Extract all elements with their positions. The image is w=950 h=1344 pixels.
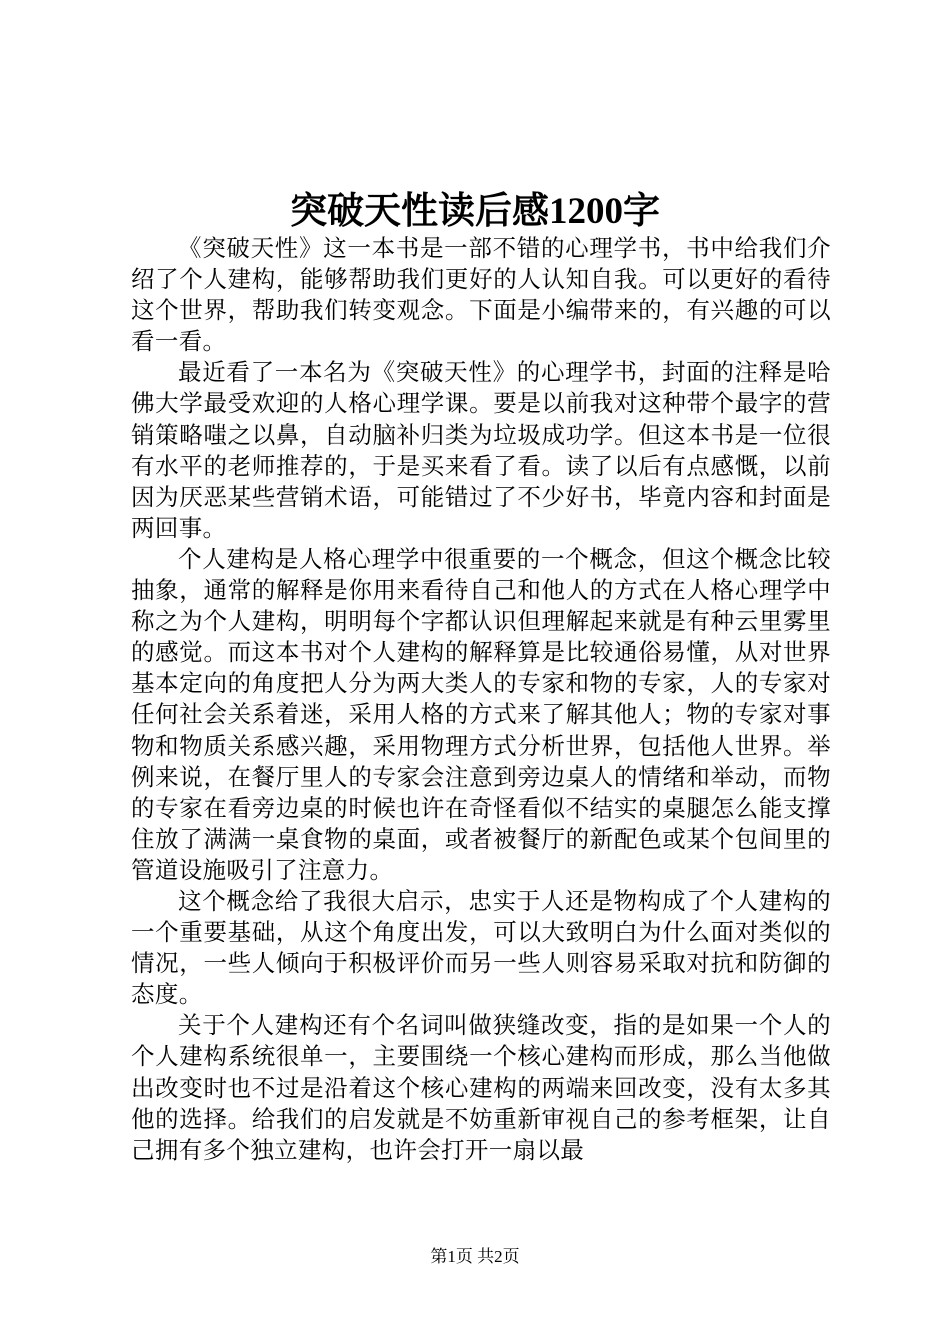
paragraph-1: 《突破天性》这一本书是一部不错的心理学书，书中给我们介绍了个人建构，能够帮助我们更好的人认知自我。可以更好的看待这个世界，帮助我们转变观念。下面是小编带来的，有兴趣的可以看一看。 [131, 234, 831, 356]
paragraph-2: 最近看了一本名为《突破天性》的心理学书，封面的注释是哈佛大学最受欢迎的人格心理学课。要是以前我对这种带个最字的营销策略嗤之以鼻，自动脑补归类为垃圾成功学。但这本书是一位很有水平的老师推荐的，于是买来看了看。读了以后有点感慨，以前因为厌恶某些营销术语，可能错过了不少好书，毕竟内容和封面是两回事。 [131, 358, 831, 542]
paragraph-4: 这个概念给了我很大启示，忠实于人还是物构成了个人建构的一个重要基础，从这个角度出发，可以大致明白为什么面对类似的情况，一些人倾向于积极评价而另一些人则容易采取对抗和防御的态度。 [131, 886, 831, 1009]
page-title: 突破天性读后感1200字 [290, 191, 660, 232]
document-body [131, 233, 831, 1166]
paragraph-3: 个人建构是人格心理学中很重要的一个概念，但这个概念比较抽象，通常的解释是你用来看待自己和他人的方式在人格心理学中称之为个人建构，明明每个字都认识但理解起来就是有种云里雾里的感觉。而这本书对个人建构的解释算是比较通俗易懂，从对世界基本定向的角度把人分为两大类人的专家和物的专家，人的专家对任何社会关系着迷，采用人格的方式来了解其他人；物的专家对事物和物质关系感兴趣，采用物理方式分析世界，包括他人世界。举例来说，在餐厅里人的专家会注意到旁边桌人的情绪和举动，而物的专家在看旁边桌的时候也许在奇怪看似不结实的桌腿怎么能支撑住放了满满一桌食物的桌面，或者被餐厅的新配色或某个包间里的管道设施吸引了注意力。 [131, 544, 831, 884]
paragraph-5: 关于个人建构还有个名词叫做狭缝改变，指的是如果一个人的个人建构系统很单一，主要围绕一个核心建构而形成，那么当他做出改变时也不过是沿着这个核心建构的两端来回改变，没有太多其他的选择。给我们的启发就是不妨重新审视自己的参考框架，让自己拥有多个独立建构，也许会打开一扇以最 [131, 1011, 831, 1164]
page-footer: 第1页 共2页 [430, 1247, 520, 1266]
